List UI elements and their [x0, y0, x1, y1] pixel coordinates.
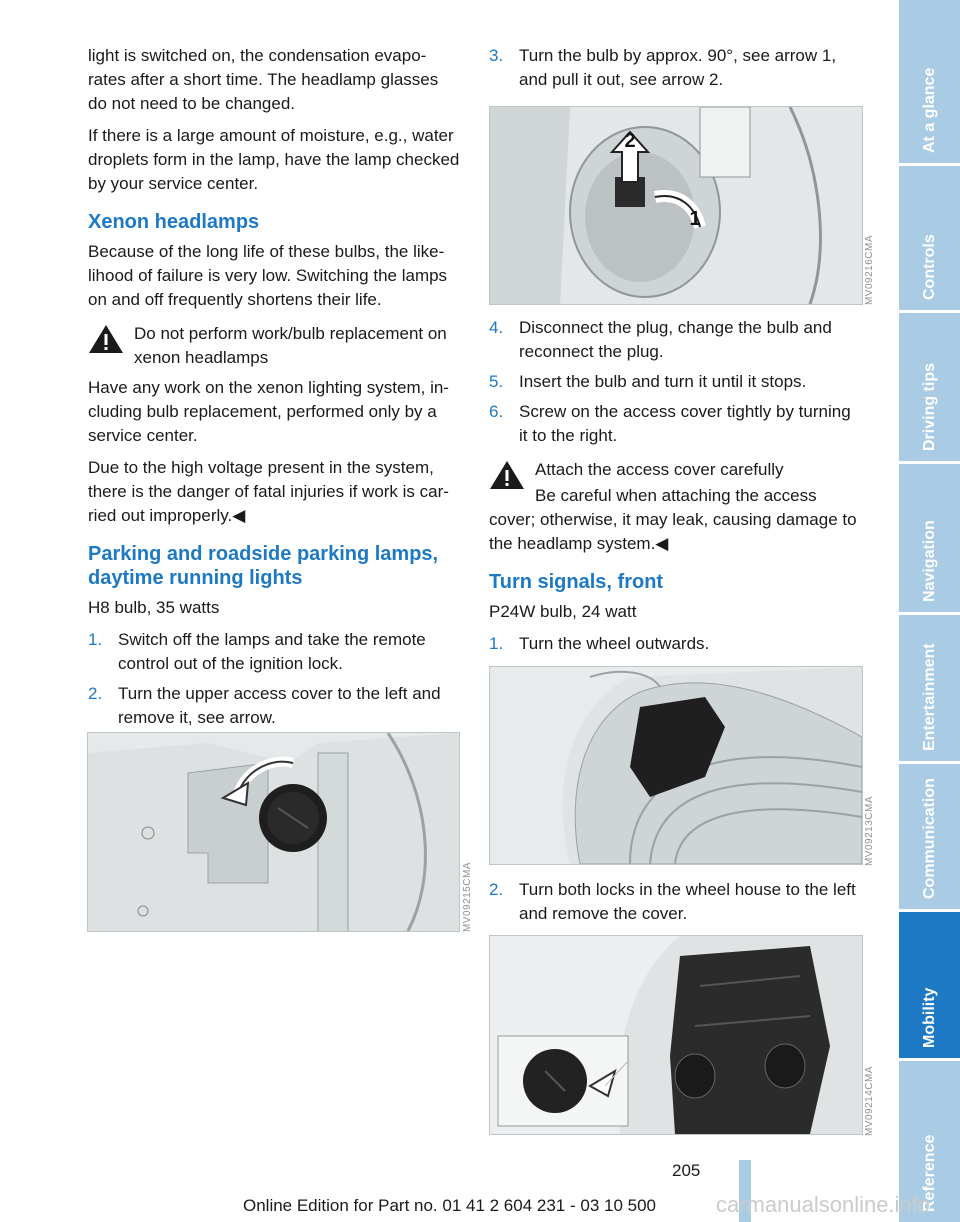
- tab-label: Navigation: [920, 520, 938, 602]
- step-5-insert: [489, 370, 861, 394]
- step-4-plug: [489, 316, 861, 364]
- warning-triangle-icon: [88, 324, 124, 354]
- step-text: Screw on the access cover tightly by turning it to the right.: [519, 402, 851, 445]
- arrow-label-2: 2: [624, 130, 636, 152]
- paragraph-moisture: If there is a large amount of moisture, e.g., water droplets form in the lamp, have the lamp checked by your service center.: [88, 126, 460, 193]
- tab-navigation[interactable]: [899, 464, 960, 612]
- step-6-screw: [489, 400, 861, 448]
- warning-access-cover-body: Be careful when attaching the access cover; otherwise, it may leak, causing damage to the headlamp system.◀: [489, 486, 857, 553]
- turn-bulb-illustration: [490, 107, 862, 304]
- warning-access-cover: [489, 458, 861, 556]
- paragraph-p24w-bulb: P24W bulb, 24 watt: [489, 602, 637, 621]
- paragraph-h8-bulb: H8 bulb, 35 watts: [88, 598, 220, 617]
- watermark: carmanualsonline.info: [716, 1192, 931, 1217]
- heading-turn-signals: Turn signals, front: [489, 571, 664, 593]
- arrow-label-1: 1: [689, 208, 701, 230]
- tab-communication[interactable]: [899, 764, 960, 909]
- step-number: 6.: [489, 402, 504, 421]
- warning-access-cover-title: Attach the access cover carefully: [535, 460, 784, 479]
- step-text: Turn the wheel outwards.: [519, 634, 710, 653]
- heading-parking-lamps: Parking and roadside parking lamps, daytime running lights: [88, 543, 439, 589]
- step-text: Switch off the lamps and take the remote control out of the ignition lock.: [118, 630, 426, 673]
- step-3-bulb: [489, 44, 861, 92]
- figure-code: MV09216CMA: [864, 235, 875, 306]
- warning-xenon-title: Do not perform work/bulb replacement on xenon headlamps: [134, 324, 447, 367]
- step-number: 5.: [489, 372, 504, 391]
- warning-xenon: [88, 322, 460, 370]
- wheel-house-illustration: [490, 667, 862, 864]
- step-number: 3.: [489, 46, 504, 65]
- figure-access-cover: [87, 732, 460, 932]
- step-1-parking: [88, 628, 460, 676]
- warning-triangle-icon: [489, 460, 525, 490]
- tab-mobility[interactable]: [899, 912, 960, 1058]
- step-2-locks: [489, 878, 861, 926]
- access-cover-illustration: [88, 733, 459, 931]
- page-number: 205: [672, 1161, 701, 1180]
- step-text: Turn the upper access cover to the left and remove it, see arrow.: [118, 684, 441, 727]
- tab-label: Driving tips: [920, 362, 938, 451]
- figure-wheel-house-cover: [489, 935, 863, 1135]
- figure-wheel-house: [489, 666, 863, 865]
- step-1-turn-wheel: [489, 632, 861, 656]
- paragraph-high-voltage: Due to the high voltage present in the system, there is the danger of fatal injuries if work is car-ried out improperly.◀: [88, 458, 449, 525]
- right-column-top: [489, 44, 861, 98]
- left-column: [88, 44, 460, 736]
- paragraph-condensation: light is switched on, the condensation evapo-rates after a short time. The headlamp glasses do not need to be changed.: [88, 46, 439, 113]
- tab-driving-tips[interactable]: [899, 313, 960, 461]
- figure-code: MV09215CMA: [462, 862, 473, 933]
- tab-label: Entertainment: [920, 643, 938, 751]
- step-2-parking: [88, 682, 460, 730]
- step-number: 2.: [489, 880, 504, 899]
- step-text: Turn both locks in the wheel house to the left and remove the cover.: [519, 880, 856, 923]
- tab-entertainment[interactable]: [899, 615, 960, 761]
- tab-label: Mobility: [920, 987, 938, 1048]
- tab-label: Reference: [920, 1134, 938, 1212]
- step-number: 4.: [489, 318, 504, 337]
- tab-controls[interactable]: [899, 166, 960, 310]
- tab-label: Communication: [920, 778, 938, 899]
- step-number: 1.: [489, 634, 504, 653]
- tab-label: Controls: [920, 234, 938, 300]
- chapter-sidebar: [899, 0, 960, 1222]
- step-number: 2.: [88, 684, 103, 703]
- footer-online-edition: Online Edition for Part no. 01 41 2 604 231 - 03 10 500: [242, 1196, 656, 1215]
- paragraph-xenon-service: Have any work on the xenon lighting system, in-cluding bulb replacement, performed only by a service center.: [88, 378, 449, 445]
- right-column-middle: [489, 316, 861, 662]
- heading-xenon-headlamps: Xenon headlamps: [88, 211, 260, 233]
- tab-at-a-glance[interactable]: [899, 0, 960, 163]
- step-number: 1.: [88, 630, 103, 649]
- step-text: Disconnect the plug, change the bulb and reconnect the plug.: [519, 318, 832, 361]
- figure-turn-bulb: [489, 106, 863, 305]
- right-column-bottom: [489, 878, 861, 932]
- step-text: Turn the bulb by approx. 90°, see arrow 1, and pull it out, see arrow 2.: [519, 46, 837, 89]
- figure-code: MV09214CMA: [864, 1066, 875, 1137]
- paragraph-xenon-life: Because of the long life of these bulbs, the like-lihood of failure is very low. Switching the lamps on and off frequently shortens their life.: [88, 242, 448, 309]
- step-text: Insert the bulb and turn it until it stops.: [519, 372, 807, 391]
- figure-code: MV09213CMA: [864, 796, 875, 867]
- wheel-house-cover-illustration: [490, 936, 862, 1134]
- tab-label: At a glance: [920, 67, 938, 153]
